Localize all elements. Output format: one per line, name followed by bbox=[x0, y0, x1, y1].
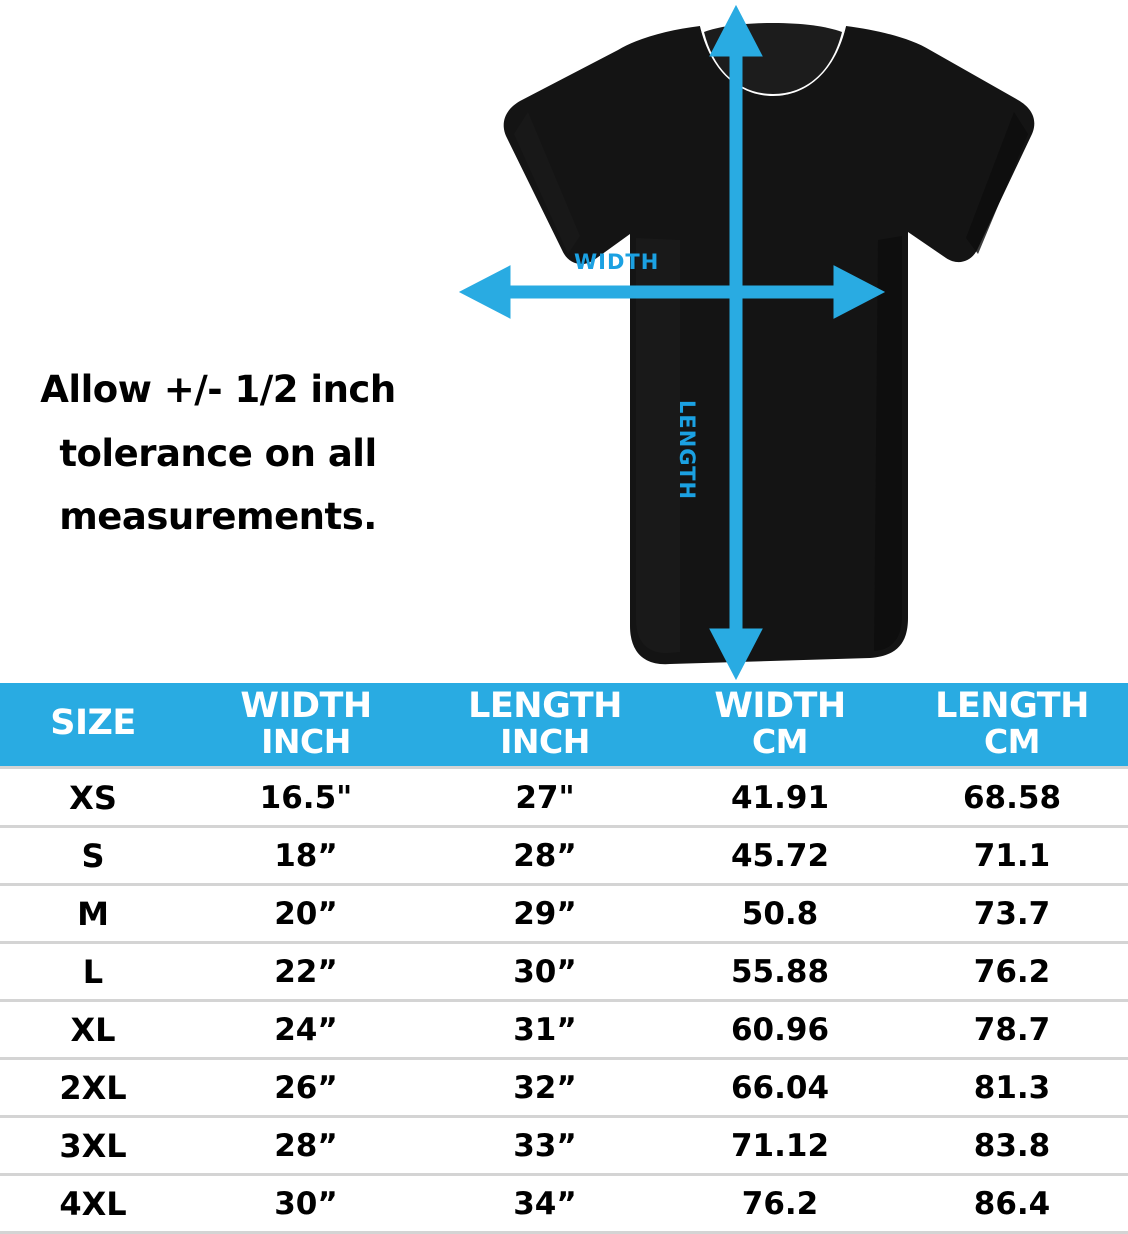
table-row bbox=[0, 885, 1128, 943]
cell-length-inch: 27" bbox=[426, 768, 664, 827]
cell-length-inch: 28” bbox=[426, 827, 664, 885]
cell-size: XL bbox=[0, 1001, 186, 1059]
cell-size: S bbox=[0, 827, 186, 885]
column-header-width-inch: WIDTH INCH bbox=[186, 683, 426, 768]
cell-width-cm: 60.96 bbox=[664, 1001, 896, 1059]
cell-size: 4XL bbox=[0, 1175, 186, 1233]
cell-width-inch: 28” bbox=[186, 1117, 426, 1175]
length-arrow-label: LENGTH bbox=[675, 400, 699, 501]
table-row bbox=[0, 1175, 1128, 1233]
cell-width-cm: 71.12 bbox=[664, 1117, 896, 1175]
cell-length-inch: 32” bbox=[426, 1059, 664, 1117]
cell-length-cm: 76.2 bbox=[896, 943, 1128, 1001]
cell-length-cm: 83.8 bbox=[896, 1117, 1128, 1175]
column-header-length-inch: LENGTH INCH bbox=[426, 683, 664, 768]
cell-width-cm: 55.88 bbox=[664, 943, 896, 1001]
cell-width-cm: 50.8 bbox=[664, 885, 896, 943]
cell-length-cm: 68.58 bbox=[896, 768, 1128, 827]
tolerance-note: Allow +/- 1/2 inch tolerance on all measurements. bbox=[40, 368, 396, 539]
column-header-length-cm: LENGTH CM bbox=[896, 683, 1128, 768]
table-header-row bbox=[0, 683, 1128, 768]
cell-width-cm: 76.2 bbox=[664, 1175, 896, 1233]
cell-length-inch: 30” bbox=[426, 943, 664, 1001]
width-arrow-label: WIDTH bbox=[574, 250, 660, 274]
cell-width-inch: 16.5" bbox=[186, 768, 426, 827]
cell-size: 2XL bbox=[0, 1059, 186, 1117]
cell-width-inch: 24” bbox=[186, 1001, 426, 1059]
cell-length-cm: 81.3 bbox=[896, 1059, 1128, 1117]
cell-width-inch: 30” bbox=[186, 1175, 426, 1233]
cell-size: 3XL bbox=[0, 1117, 186, 1175]
cell-length-cm: 78.7 bbox=[896, 1001, 1128, 1059]
cell-length-cm: 86.4 bbox=[896, 1175, 1128, 1233]
cell-width-inch: 26” bbox=[186, 1059, 426, 1117]
cell-length-inch: 33” bbox=[426, 1117, 664, 1175]
column-header-width-cm: WIDTH CM bbox=[664, 683, 896, 768]
cell-width-inch: 18” bbox=[186, 827, 426, 885]
table-row bbox=[0, 827, 1128, 885]
cell-size: L bbox=[0, 943, 186, 1001]
cell-length-inch: 29” bbox=[426, 885, 664, 943]
cell-width-cm: 45.72 bbox=[664, 827, 896, 885]
column-header-size: SIZE bbox=[0, 683, 186, 768]
table-row bbox=[0, 768, 1128, 827]
cell-width-inch: 22” bbox=[186, 943, 426, 1001]
cell-size: M bbox=[0, 885, 186, 943]
table-row bbox=[0, 1001, 1128, 1059]
cell-length-cm: 71.1 bbox=[896, 827, 1128, 885]
table-row bbox=[0, 943, 1128, 1001]
cell-width-cm: 41.91 bbox=[664, 768, 896, 827]
cell-length-inch: 31” bbox=[426, 1001, 664, 1059]
cell-length-cm: 73.7 bbox=[896, 885, 1128, 943]
tshirt-graphic bbox=[318, 8, 1058, 683]
table-row bbox=[0, 1059, 1128, 1117]
cell-length-inch: 34” bbox=[426, 1175, 664, 1233]
cell-width-inch: 20” bbox=[186, 885, 426, 943]
table-row bbox=[0, 1117, 1128, 1175]
cell-size: XS bbox=[0, 768, 186, 827]
size-chart-table bbox=[0, 683, 1128, 1234]
cell-width-cm: 66.04 bbox=[664, 1059, 896, 1117]
